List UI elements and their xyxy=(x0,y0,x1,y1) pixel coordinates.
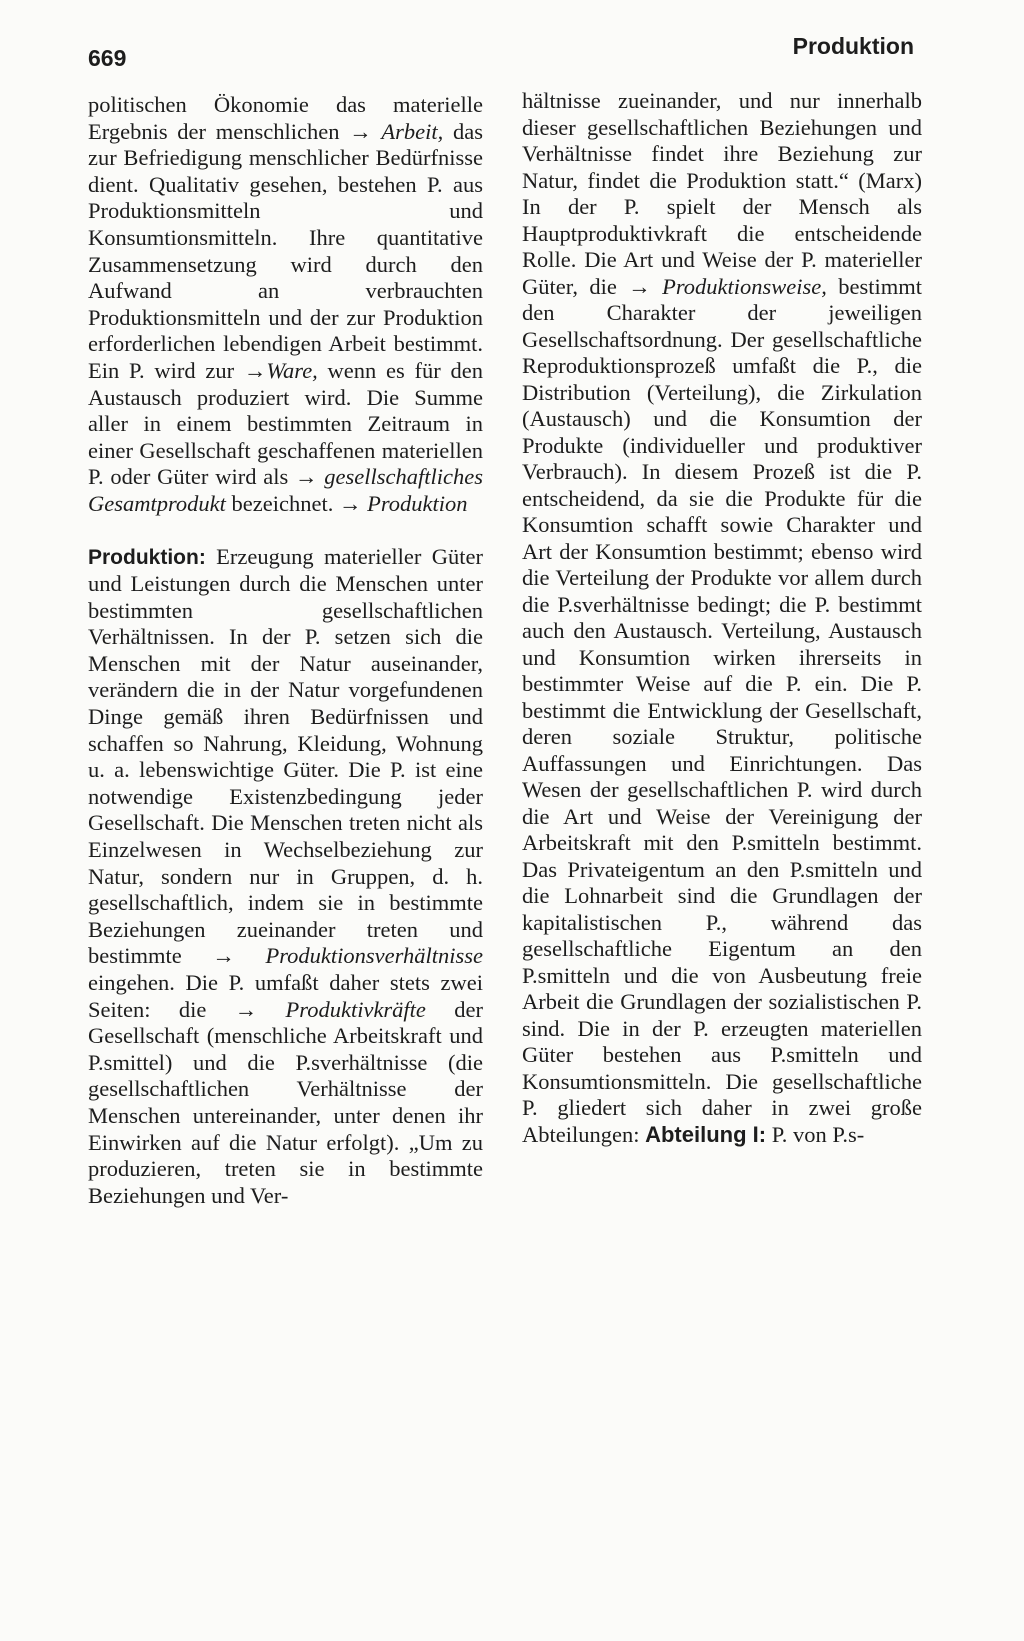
text-run: wenn es für den Austausch produziert wird. Die Summe aller in einem bestimmten Zeitraum in einer Gesellschaft geschaffenen materiellen P. oder Güter wird als xyxy=(88,357,483,490)
entry-lemma: Produktion: xyxy=(88,545,206,569)
text-run: bestimmt den Charakter der jeweiligen Gesellschaftsordnung. Der gesellschaftliche Reproduktionsprozeß umfaßt die P., die Distribution (Verteilung), die Zirkulation (Austausch) und die Konsumtion der Produkte (individueller und produktiver Verbrauch). In diesem Prozeß ist die P. entscheidend, da sie die Produkte für die Konsumtion schafft sowie Charakter und Art der Konsumtion bestimmt; ebenso wird die Verteilung der Produkte vor allem durch die P.sverhältnisse bedingt; die P. bestimmt auch den Austausch. Verteilung, Austausch und Konsumtion wirken ihrerseits in bestimmter Weise auf die P. ein. Die P. bestimmt die Entwicklung der Gesellschaft, deren soziale Struktur, politische Auffassungen und Einrichtungen. Das Wesen der gesellschaftlichen P. wird durch die Art und Weise der Vereinigung der Arbeitskraft mit den P.smitteln bestimmt. Das Privateigentum an den P.smitteln und die Lohnarbeit sind die Grundlagen der kapitalistischen P., während das gesellschaftliche Eigentum an den P.smitteln und die von Ausbeutung freie Arbeit die Grundlagen der sozialistischen P. sind. Die in der P. erzeugten materiellen Güter bestehen aus P.smitteln und Konsumtionsmitteln. Die gesellschaftliche P. gliedert sich daher in zwei große Abteilungen: xyxy=(522,273,923,1147)
text-run: hältnisse zueinander, und nur innerhalb dieser gesellschaftlichen Beziehungen und Verhältnisse findet ihre Beziehung zur Natur, findet die Produktion statt.“ (Marx) In der P. spielt der Mensch als Hauptproduktivkraft die entscheidende Rolle. Die Art und Weise der P. materieller Güter, die xyxy=(522,88,922,299)
entry-separator xyxy=(88,518,483,544)
text-run: politischen Ökonomie das materielle Ergebnis der menschlichen xyxy=(88,92,483,144)
right-column xyxy=(522,88,922,1148)
text-run: P. von P.s- xyxy=(766,1121,865,1147)
cross-reference-arrow-icon: → xyxy=(243,357,267,383)
text-run: bezeichnet. xyxy=(225,490,339,516)
cross-reference-arrow-icon: → xyxy=(338,490,362,516)
entry-produktion xyxy=(88,544,483,1210)
cross-reference-link[interactable]: Produktionsverhältnisse xyxy=(265,943,483,969)
paragraph-continuation xyxy=(88,92,483,518)
cross-reference-arrow-icon: → xyxy=(295,464,318,490)
page-number: 669 xyxy=(88,45,127,71)
cross-reference-link[interactable]: gesellschaftliches Gesamtprodukt xyxy=(88,464,483,516)
cross-reference-link[interactable]: Produktivkräfte xyxy=(285,996,426,1022)
left-column xyxy=(88,92,483,1209)
running-head: Produktion xyxy=(792,33,914,59)
section-label: Abteilung I: xyxy=(645,1121,767,1147)
cross-reference-arrow-icon: → xyxy=(234,996,258,1022)
text-run: der Gesellschaft (menschliche Arbeitskraft und P.smittel) und die P.sverhältnisse (die gesellschaftlichen Verhältnisse der Menschen untereinander, unter denen ihr Einwirken auf die Natur erfolgt). „Um zu produzieren, treten sie in bestimmte Beziehungen und Ver- xyxy=(88,996,484,1208)
text-run: eingehen. Die P. umfaßt daher stets zwei Seiten: die xyxy=(88,970,483,1022)
text-run: Erzeugung materieller Güter und Leistungen durch die Menschen unter bestimmten gesellschaftlichen Verhältnissen. In der P. setzen sich die Menschen mit der Natur auseinander, verändern die in der Natur vorgefundenen Dinge gemäß ihren Bedürfnissen und schaffen so Nahrung, Kleidung, Wohnung u. a. lebenswichtige Güter. Die P. ist eine notwendige Existenzbedingung jeder Gesellschaft. Die Menschen treten nicht als Einzelwesen in Wechselbeziehung zur Natur, sondern nur in Gruppen, d. h. gesellschaftlich, indem sie in bestimmte Beziehungen zueinander treten und bestimmte xyxy=(88,543,483,969)
cross-reference-link[interactable]: Produktionsweise, xyxy=(662,273,827,299)
text-run: das zur Befriedigung menschlicher Bedürfnisse dient. Qualitativ gesehen, bestehen P. aus Produktionsmitteln und Konsumtionsmitteln. Ihre quantitative Zusammensetzung wird durch den Aufwand an verbrauchten Produktionsmitteln und der zur Produktion erforderlichen lebendigen Arbeit bestimmt. Ein P. wird zur xyxy=(88,118,484,383)
cross-reference-link[interactable]: Ware, xyxy=(266,357,318,383)
entry-produktion-continued xyxy=(522,88,922,1148)
cross-reference-arrow-icon: → xyxy=(628,273,651,299)
cross-reference-link[interactable]: Produktion xyxy=(367,490,468,516)
cross-reference-arrow-icon: → xyxy=(212,943,235,969)
cross-reference-link[interactable]: Arbeit, xyxy=(381,118,444,144)
cross-reference-arrow-icon: → xyxy=(349,118,372,144)
